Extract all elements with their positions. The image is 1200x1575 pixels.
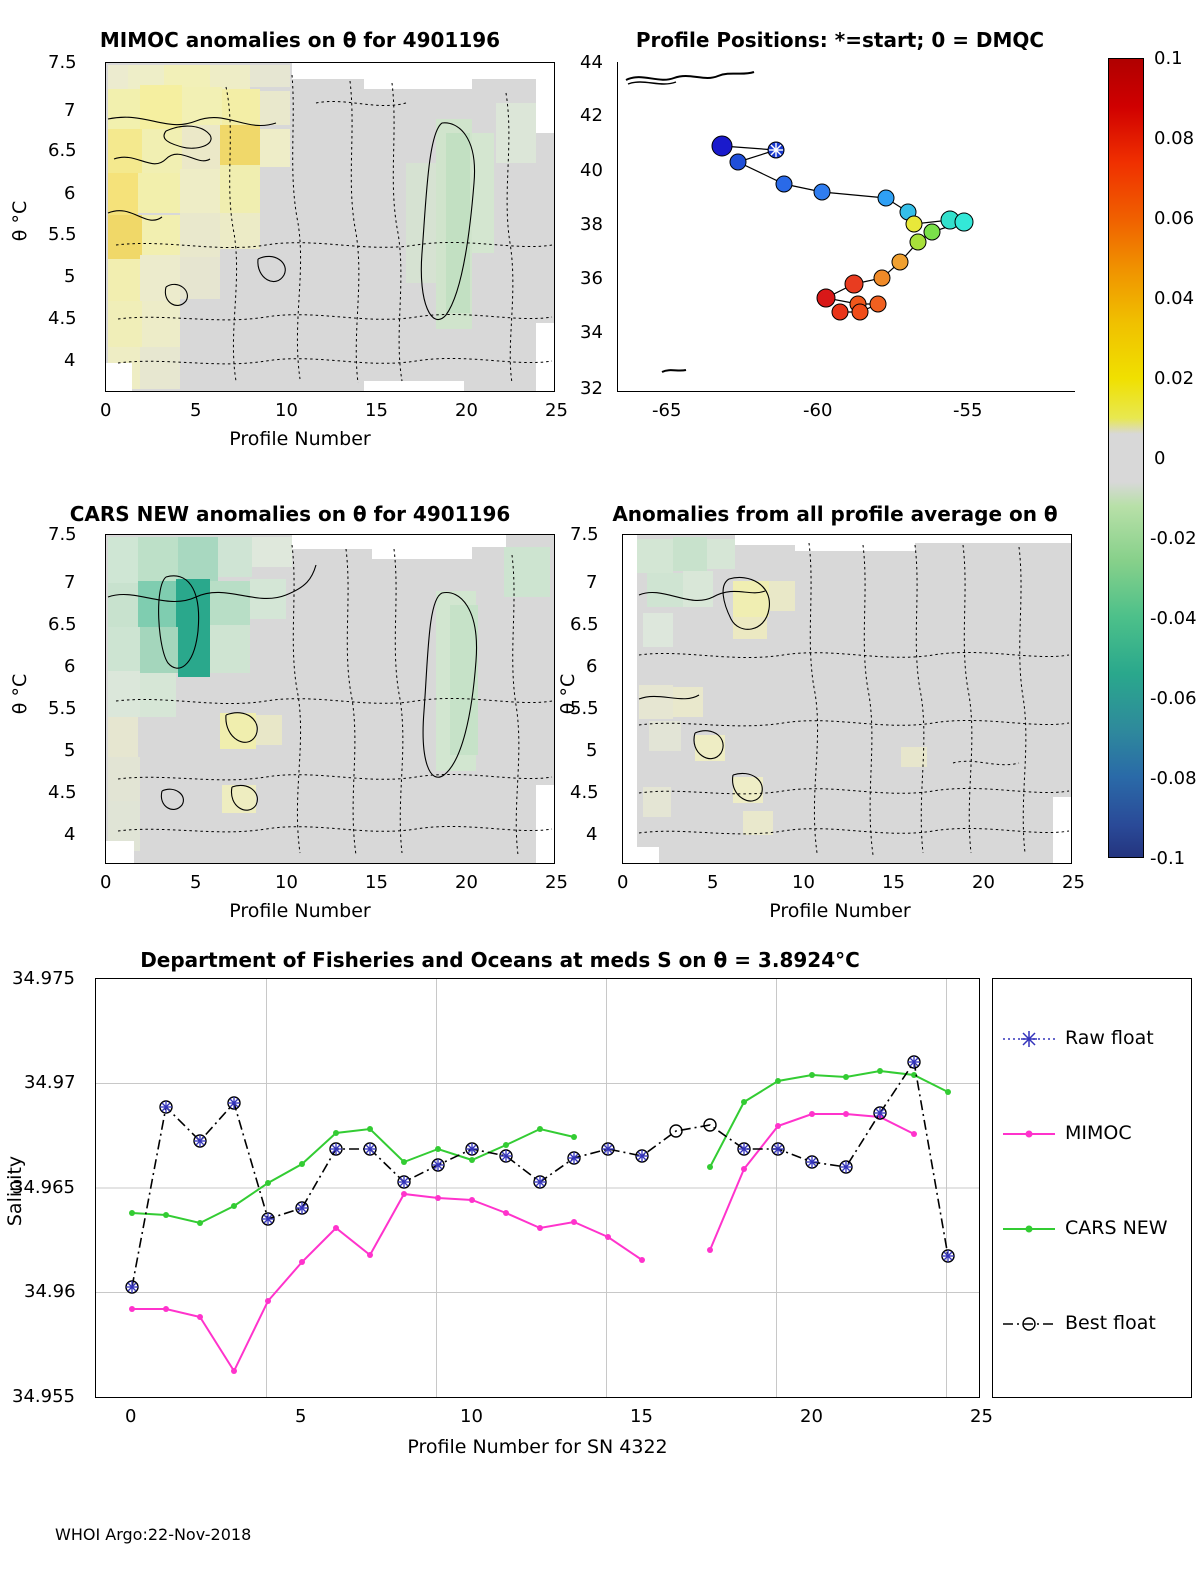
allprof-ytick-6.5: 6.5 bbox=[570, 614, 599, 635]
legend-label-mimoc: MIMOC bbox=[1065, 1122, 1132, 1144]
cars-heatmap-canvas bbox=[106, 535, 554, 863]
positions-title: Profile Positions: *=start; 0 = DMQC bbox=[635, 28, 1045, 52]
colorbar bbox=[1108, 48, 1200, 869]
salinity-ylabel: Salinity bbox=[4, 1155, 26, 1227]
cars-ylabel: θ °C bbox=[9, 673, 31, 715]
salinity-ytick-34.965: 34.965 bbox=[12, 1177, 75, 1198]
allprof-xtick-0: 0 bbox=[617, 872, 629, 893]
colorbar-tick-0.04: 0.04 bbox=[1154, 288, 1195, 309]
panel-profile-positions bbox=[580, 0, 1090, 470]
allprof-ytick-7: 7 bbox=[586, 572, 598, 593]
panel-cars-new bbox=[0, 488, 570, 928]
colorbar-tick--0.06: -0.06 bbox=[1150, 688, 1197, 709]
panel-mimoc-anomalies bbox=[0, 0, 600, 470]
allprof-ytick-4.5: 4.5 bbox=[570, 782, 599, 803]
cars-xtick-25: 25 bbox=[545, 872, 568, 893]
salinity-xtick-25: 25 bbox=[970, 1406, 993, 1427]
allprof-ytick-4: 4 bbox=[586, 824, 598, 845]
allprof-ytick-6: 6 bbox=[586, 656, 598, 677]
colorbar-tick--0.02: -0.02 bbox=[1150, 528, 1197, 549]
salinity-ytick-34.97: 34.97 bbox=[24, 1072, 76, 1093]
colorbar-tick--0.1: -0.1 bbox=[1150, 848, 1186, 869]
legend-label-raw-float: Raw float bbox=[1065, 1027, 1154, 1049]
cars-xtick-10: 10 bbox=[275, 872, 298, 893]
salinity-line-canvas bbox=[96, 979, 979, 1397]
positions-ytick-42: 42 bbox=[580, 105, 603, 126]
cars-ytick-5: 5 bbox=[64, 740, 76, 761]
positions-ytick-44: 44 bbox=[580, 52, 603, 73]
positions-ytick-32: 32 bbox=[580, 378, 603, 399]
cars-ytick-4: 4 bbox=[64, 824, 76, 845]
legend-label-best-float: Best float bbox=[1065, 1312, 1156, 1334]
allprof-xtick-25: 25 bbox=[1062, 872, 1085, 893]
positions-xtick--60: -60 bbox=[803, 400, 833, 421]
salinity-xlabel: Profile Number for SN 4322 bbox=[407, 1436, 668, 1458]
positions-ytick-34: 34 bbox=[580, 322, 603, 343]
mimoc-xtick-0: 0 bbox=[100, 400, 112, 421]
positions-scatter-canvas bbox=[618, 62, 1074, 390]
mimoc-ytick-6: 6 bbox=[64, 183, 76, 204]
mimoc-ytick-7: 7 bbox=[64, 100, 76, 121]
colorbar-tick--0.08: -0.08 bbox=[1150, 768, 1197, 789]
salinity-ytick-34.96: 34.96 bbox=[24, 1281, 76, 1302]
cars-xlabel: Profile Number bbox=[229, 900, 371, 922]
mimoc-ytick-5.5: 5.5 bbox=[48, 224, 77, 245]
cars-xtick-0: 0 bbox=[100, 872, 112, 893]
colorbar-gradient bbox=[1108, 58, 1144, 858]
mimoc-ytick-6.5: 6.5 bbox=[48, 140, 77, 161]
mimoc-ytick-4.5: 4.5 bbox=[48, 308, 77, 329]
colorbar-tick-0.06: 0.06 bbox=[1154, 208, 1195, 229]
allprof-ylabel: θ °C bbox=[557, 673, 579, 715]
cars-xtick-20: 20 bbox=[455, 872, 478, 893]
allprof-xtick-5: 5 bbox=[707, 872, 719, 893]
mimoc-ytick-7.5: 7.5 bbox=[48, 52, 77, 73]
allprof-xtick-10: 10 bbox=[792, 872, 815, 893]
allprof-ytick-5: 5 bbox=[586, 740, 598, 761]
mimoc-xtick-20: 20 bbox=[455, 400, 478, 421]
panel-mimoc-title: MIMOC anomalies on θ for 4901196 bbox=[99, 28, 501, 52]
mimoc-heatmap-canvas bbox=[106, 63, 554, 391]
cars-xtick-5: 5 bbox=[190, 872, 202, 893]
colorbar-tick-0.08: 0.08 bbox=[1154, 128, 1195, 149]
salinity-ytick-34.975: 34.975 bbox=[12, 968, 75, 989]
positions-xtick--55: -55 bbox=[953, 400, 983, 421]
positions-plot-frame bbox=[617, 62, 1075, 392]
allprof-ytick-5.5: 5.5 bbox=[570, 698, 599, 719]
panel-all-profile-average bbox=[557, 488, 1110, 928]
salinity-xtick-5: 5 bbox=[295, 1406, 307, 1427]
positions-xtick--65: -65 bbox=[652, 400, 682, 421]
allprof-xlabel: Profile Number bbox=[769, 900, 911, 922]
cars-ytick-6.5: 6.5 bbox=[48, 614, 77, 635]
positions-ytick-38: 38 bbox=[580, 214, 603, 235]
mimoc-xtick-10: 10 bbox=[275, 400, 298, 421]
mimoc-ylabel: θ °C bbox=[9, 200, 31, 242]
mimoc-plot-frame bbox=[105, 62, 555, 392]
mimoc-xlabel: Profile Number bbox=[229, 428, 371, 450]
allprof-heatmap-canvas bbox=[623, 535, 1071, 863]
salinity-xtick-15: 15 bbox=[630, 1406, 653, 1427]
salinity-title: Department of Fisheries and Oceans at meds S on θ = 3.8924°C bbox=[140, 948, 860, 972]
mimoc-ytick-5: 5 bbox=[64, 266, 76, 287]
cars-ytick-7.5: 7.5 bbox=[48, 524, 77, 545]
salinity-xtick-20: 20 bbox=[800, 1406, 823, 1427]
cars-ytick-6: 6 bbox=[64, 656, 76, 677]
allprof-title: Anomalies from all profile average on θ bbox=[612, 502, 1058, 526]
colorbar-tick-0.02: 0.02 bbox=[1154, 368, 1195, 389]
panel-salinity-series bbox=[0, 930, 1200, 1550]
salinity-xtick-0: 0 bbox=[125, 1406, 137, 1427]
mimoc-ytick-4: 4 bbox=[64, 350, 76, 371]
legend-label-cars-new: CARS NEW bbox=[1065, 1217, 1168, 1239]
allprof-ytick-7.5: 7.5 bbox=[570, 524, 599, 545]
salinity-legend bbox=[992, 978, 1192, 1398]
salinity-xtick-10: 10 bbox=[460, 1406, 483, 1427]
allprof-xtick-20: 20 bbox=[972, 872, 995, 893]
cars-ytick-7: 7 bbox=[64, 572, 76, 593]
mimoc-xtick-25: 25 bbox=[545, 400, 568, 421]
allprof-xtick-15: 15 bbox=[882, 872, 905, 893]
salinity-plot-frame bbox=[95, 978, 980, 1398]
colorbar-tick-0: 0 bbox=[1154, 448, 1166, 469]
cars-title: CARS NEW anomalies on θ for 4901196 bbox=[69, 502, 511, 526]
mimoc-xtick-15: 15 bbox=[365, 400, 388, 421]
cars-ytick-5.5: 5.5 bbox=[48, 698, 77, 719]
footer-credit: WHOI Argo:22-Nov-2018 bbox=[55, 1525, 252, 1544]
colorbar-tick--0.04: -0.04 bbox=[1150, 608, 1197, 629]
cars-plot-frame bbox=[105, 534, 555, 864]
positions-ytick-36: 36 bbox=[580, 268, 603, 289]
salinity-ytick-34.955: 34.955 bbox=[12, 1386, 75, 1407]
colorbar-tick-0.1: 0.1 bbox=[1154, 48, 1183, 69]
mimoc-xtick-5: 5 bbox=[190, 400, 202, 421]
allprof-plot-frame bbox=[622, 534, 1072, 864]
positions-ytick-40: 40 bbox=[580, 160, 603, 181]
cars-xtick-15: 15 bbox=[365, 872, 388, 893]
cars-ytick-4.5: 4.5 bbox=[48, 782, 77, 803]
